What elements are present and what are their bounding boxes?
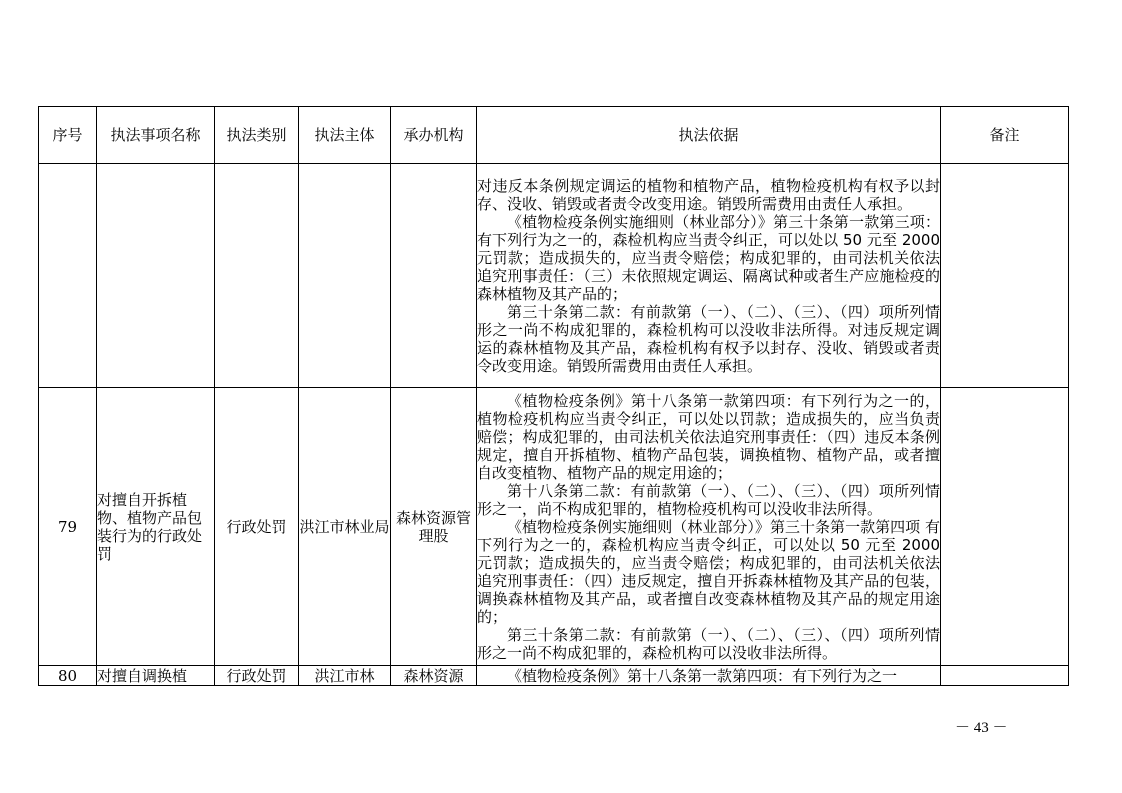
table-row-continued: [39, 164, 1069, 388]
row-note: [941, 388, 1069, 666]
row-enforcement-subject: 洪江市林业局: [299, 388, 391, 666]
header-item-name: 执法事项名称: [97, 107, 215, 164]
row-legal-basis: [477, 388, 941, 666]
row-enforcement-type: 行政处罚: [215, 388, 299, 666]
basis-paragraph: 第三十条第二款：有前款第（一）、（二）、（三）、（四）项所列情形之一尚不构成犯罪的，森检机构可以没收非法所得。: [477, 625, 940, 662]
row-handling-agency: [391, 164, 477, 388]
row-note: [941, 666, 1069, 686]
header-index: 序号: [39, 107, 97, 164]
table-row-79: [39, 388, 1069, 666]
basis-paragraph: 第三十条第二款：有前款第（一）、（二）、（三）、（四）项所列情形之一尚不构成犯罪的，森检机构可以没收非法所得。对违反规定调运的森林植物及其产品，森检机构有权予以封存、没收、销毁或者责令改变用途。销毁所需费用由责任人承担。: [477, 302, 940, 375]
header-note: 备注: [941, 107, 1069, 164]
row-item-name: 对擅自调换植: [97, 666, 215, 686]
header-legal-basis: 执法依据: [477, 107, 941, 164]
row-handling-agency: 森林资源: [391, 666, 477, 686]
basis-paragraph: 第十八条第二款：有前款第（一）、（二）、（三）、（四）项所列情形之一，尚不构成犯罪的，植物检疫机构可以没收非法所得。: [477, 481, 940, 518]
row-enforcement-type: 行政处罚: [215, 666, 299, 686]
enforcement-table: [38, 106, 1069, 686]
header-handling-agency: 承办机构: [391, 107, 477, 164]
header-enforcement-type: 执法类别: [215, 107, 299, 164]
row-legal-basis: [477, 164, 941, 388]
row-enforcement-subject: 洪江市林: [299, 666, 391, 686]
basis-paragraph: 《植物检疫条例实施细则（林业部分）》第三十条第一款第三项：有下列行为之一的，森检机构应当责令纠正，可以处以 50 元至 2000 元罚款；造成损失的，应当责令赔偿；构成犯罪的，由司法机关依法追究刑事责任：（三）未依照规定调运、隔离试种或者生产应施检疫的森林植物及其产品的；: [477, 212, 940, 303]
header-enforcement-subject: 执法主体: [299, 107, 391, 164]
basis-paragraph: 《植物检疫条例实施细则（林业部分）》第三十条第一款第四项 有下列行为之一的，森检机构应当责令纠正，可以处以 50 元至 2000 元罚款；造成损失的，应当责令赔偿；构成犯罪的，由司法机关依法追究刑事责任：（四）违反规定，擅自开拆森林植物及其产品的包装，调换森林植物及其产品，或者擅自改变森林植物及其产品的规定用途的；: [477, 517, 940, 626]
row-enforcement-type: [215, 164, 299, 388]
row-legal-basis: [477, 666, 941, 686]
basis-paragraph: 对违反本条例规定调运的植物和植物产品，植物检疫机构有权予以封存、没收、销毁或者责令改变用途。销毁所需费用由责任人承担。: [477, 176, 940, 213]
row-index: 80: [39, 666, 97, 686]
row-index: 79: [39, 388, 97, 666]
row-item-name: [97, 164, 215, 388]
row-handling-agency: 森林资源管理股: [391, 388, 477, 666]
row-index: [39, 164, 97, 388]
header-row: [39, 107, 1069, 164]
table-row-80: [39, 666, 1069, 686]
row-enforcement-subject: [299, 164, 391, 388]
page-number: － 43 －: [955, 720, 1008, 736]
basis-paragraph: 《植物检疫条例》第十八条第一款第四项：有下列行为之一的，植物检疫机构应当责令纠正，可以处以罚款；造成损失的，应当负责赔偿；构成犯罪的，由司法机关依法追究刑事责任：（四）违反本条例规定，擅自开拆植物、植物产品包装，调换植物、植物产品，或者擅自改变植物、植物产品的规定用途的；: [477, 391, 940, 482]
basis-paragraph: 《植物检疫条例》第十八条第一款第四项：有下列行为之一: [507, 666, 898, 685]
row-item-name: 对擅自开拆植物、植物产品包装行为的行政处罚: [97, 388, 215, 666]
row-note: [941, 164, 1069, 388]
